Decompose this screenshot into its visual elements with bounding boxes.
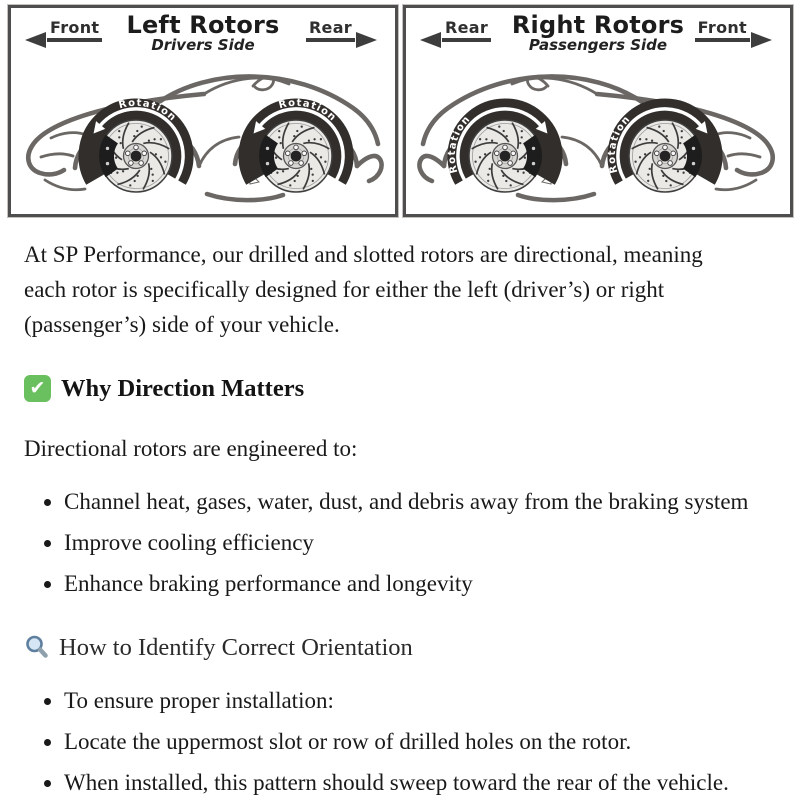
direction-text: Front <box>697 18 747 37</box>
wheel-assembly <box>447 106 549 192</box>
wheel-assembly <box>92 98 186 192</box>
section-heading-how <box>24 629 770 666</box>
lead-paragraph: Directional rotors are engineered to: <box>24 436 358 462</box>
rear-direction-label <box>306 18 355 42</box>
right-rotors-panel <box>403 5 793 217</box>
magnifier-icon <box>24 634 51 661</box>
left-car-illustration <box>11 56 395 214</box>
list-item: • Enhance braking performance and longevity <box>64 567 764 602</box>
list-item: • Locate the uppermost slot or row of drilled holes on the rotor. <box>64 725 764 760</box>
direction-text: Front <box>50 18 100 37</box>
list-item: • To ensure proper installation: <box>64 684 764 719</box>
left-panel-header <box>11 8 395 56</box>
brake-caliper <box>529 139 534 173</box>
rotation-label: Rotation <box>446 113 473 175</box>
intro-paragraph: At SP Performance, our drilled and slotted rotors are directional, meaning each rotor is specifically designed for either the left (driver’s) or right (passenger’s) side of your vehicle. <box>24 242 703 337</box>
panel-title: Left Rotors <box>126 11 280 39</box>
direction-text: Rear <box>445 18 489 37</box>
wheel-assembly <box>252 98 346 192</box>
panel-subtitle: Drivers Side <box>151 36 255 55</box>
right-car-illustration <box>406 56 790 214</box>
rotation-label: Rotation <box>277 97 339 124</box>
rotation-label: Rotation <box>606 113 633 175</box>
right-arrow-icon <box>751 32 772 48</box>
wheel-assembly <box>607 106 709 192</box>
article <box>0 217 800 800</box>
green-check-icon: ✔ <box>24 375 51 402</box>
how-bullet-list <box>24 684 764 800</box>
right-panel-header <box>406 8 790 56</box>
panel-title: Right Rotors <box>511 11 685 39</box>
list-item: • When installed, this pattern should sweep toward the rear of the vehicle. <box>64 766 764 800</box>
brake-caliper <box>689 139 694 173</box>
list-item: • Channel heat, gases, water, dust, and debris away from the braking system <box>64 485 764 520</box>
rotor-direction-diagram <box>8 5 793 217</box>
why-bullet-list <box>24 485 764 602</box>
list-item: • Improve cooling efficiency <box>64 526 764 561</box>
right-arrow-icon <box>356 32 377 48</box>
heading-text: Why Direction Matters <box>61 374 305 402</box>
rotation-label: Rotation <box>117 97 179 124</box>
brake-caliper <box>266 139 271 173</box>
section-heading-why <box>24 370 770 407</box>
direction-text: Rear <box>308 18 352 37</box>
panel-subtitle: Passengers Side <box>528 36 668 55</box>
left-rotors-panel <box>8 5 398 217</box>
front-direction-label <box>695 18 750 42</box>
heading-text: How to Identify Correct Orientation <box>59 633 413 661</box>
brake-caliper <box>106 139 111 173</box>
